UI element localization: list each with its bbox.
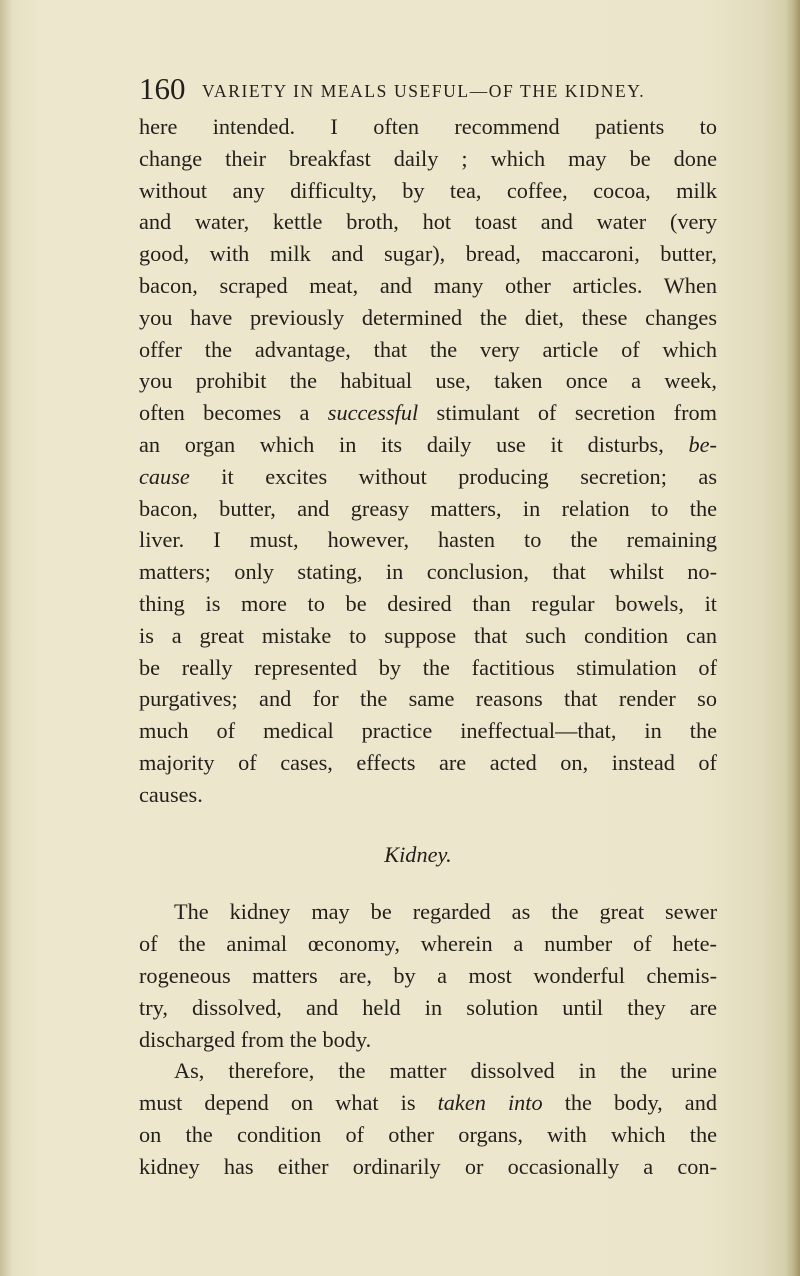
text-line: As, therefore, the matter dissolved in the urine <box>174 1058 717 1084</box>
text-run: an organ which in its daily use it disturbs, <box>139 431 689 457</box>
page-edge-shadow <box>786 0 800 1276</box>
running-head: VARIETY IN MEALS USEFUL—OF THE KIDNEY. <box>202 81 646 101</box>
text-line: matters; only stating, in conclusion, that whilst no- <box>139 559 717 585</box>
text-line: thing is more to be desired than regular bowels, it <box>139 590 717 616</box>
text-run: the body, and <box>542 1090 717 1116</box>
text-line: be really represented by the factitious stimulation of <box>139 654 717 680</box>
text-line: discharged from the body. <box>139 1026 372 1052</box>
text-line: kidney has either ordinarily or occasionally a con- <box>139 1153 717 1179</box>
italic-run: be- <box>688 431 717 457</box>
text-run: stimulant of secretion from <box>418 400 717 426</box>
italic-run: successful <box>327 400 419 426</box>
text-line: The kidney may be regarded as the great sewer <box>174 899 717 925</box>
text-line: without any difficulty, by tea, coffee, cocoa, milk <box>139 177 717 203</box>
text-line: here intended. I often recommend patients to <box>139 114 717 139</box>
text-line: rogeneous matters are, by a most wonderful chemis- <box>139 962 717 988</box>
paragraph-urine-matter <box>139 1055 717 1182</box>
text-line: you prohibit the habitual use, taken once a week, <box>139 368 717 394</box>
paragraph-diet-changes <box>139 111 717 811</box>
text-line <box>139 429 717 461</box>
text-line: you have previously determined the diet, these changes <box>139 304 717 330</box>
text-run: often becomes a <box>139 400 328 426</box>
text-line: offer the advantage, that the very article of which <box>139 336 717 362</box>
text-run: must depend on what is <box>139 1090 438 1116</box>
text-line: bacon, butter, and greasy matters, in relation to the <box>139 495 717 521</box>
text-line: bacon, scraped meat, and many other articles. When <box>139 272 717 298</box>
text-line <box>139 1087 717 1119</box>
italic-run: taken into <box>437 1090 543 1116</box>
text-line <box>139 461 717 493</box>
text-line: liver. I must, however, hasten to the remaining <box>139 527 717 553</box>
page-gutter-shadow <box>0 0 12 1276</box>
text-line: change their breakfast daily ; which may be done <box>139 145 717 171</box>
section-heading <box>139 839 717 871</box>
text-line: of the animal œconomy, wherein a number of hete- <box>139 931 717 957</box>
text-line: purgatives; and for the same reasons that render so <box>139 686 717 712</box>
text-line: much of medical practice ineffectual—that, in the <box>139 718 717 744</box>
page-header <box>139 67 719 107</box>
text-line: on the condition of other organs, with which the <box>139 1121 717 1147</box>
italic-run: cause <box>139 463 190 489</box>
text-line: good, with milk and sugar), bread, maccaroni, butter, <box>139 241 717 267</box>
section-heading-text: Kidney. <box>384 841 452 867</box>
body-text <box>139 111 717 1183</box>
text-line: majority of cases, effects are acted on, instead of <box>139 749 717 775</box>
paragraph-kidney-sewer <box>139 896 717 1055</box>
text-line <box>139 397 717 429</box>
page-number: 160 <box>139 71 186 106</box>
text-line: try, dissolved, and held in solution until they are <box>139 994 717 1020</box>
text-line: causes. <box>139 781 203 807</box>
text-line: is a great mistake to suppose that such condition can <box>139 622 717 648</box>
text-run: it excites without producing secretion; as <box>189 463 717 489</box>
text-line: and water, kettle broth, hot toast and water (very <box>139 209 717 235</box>
